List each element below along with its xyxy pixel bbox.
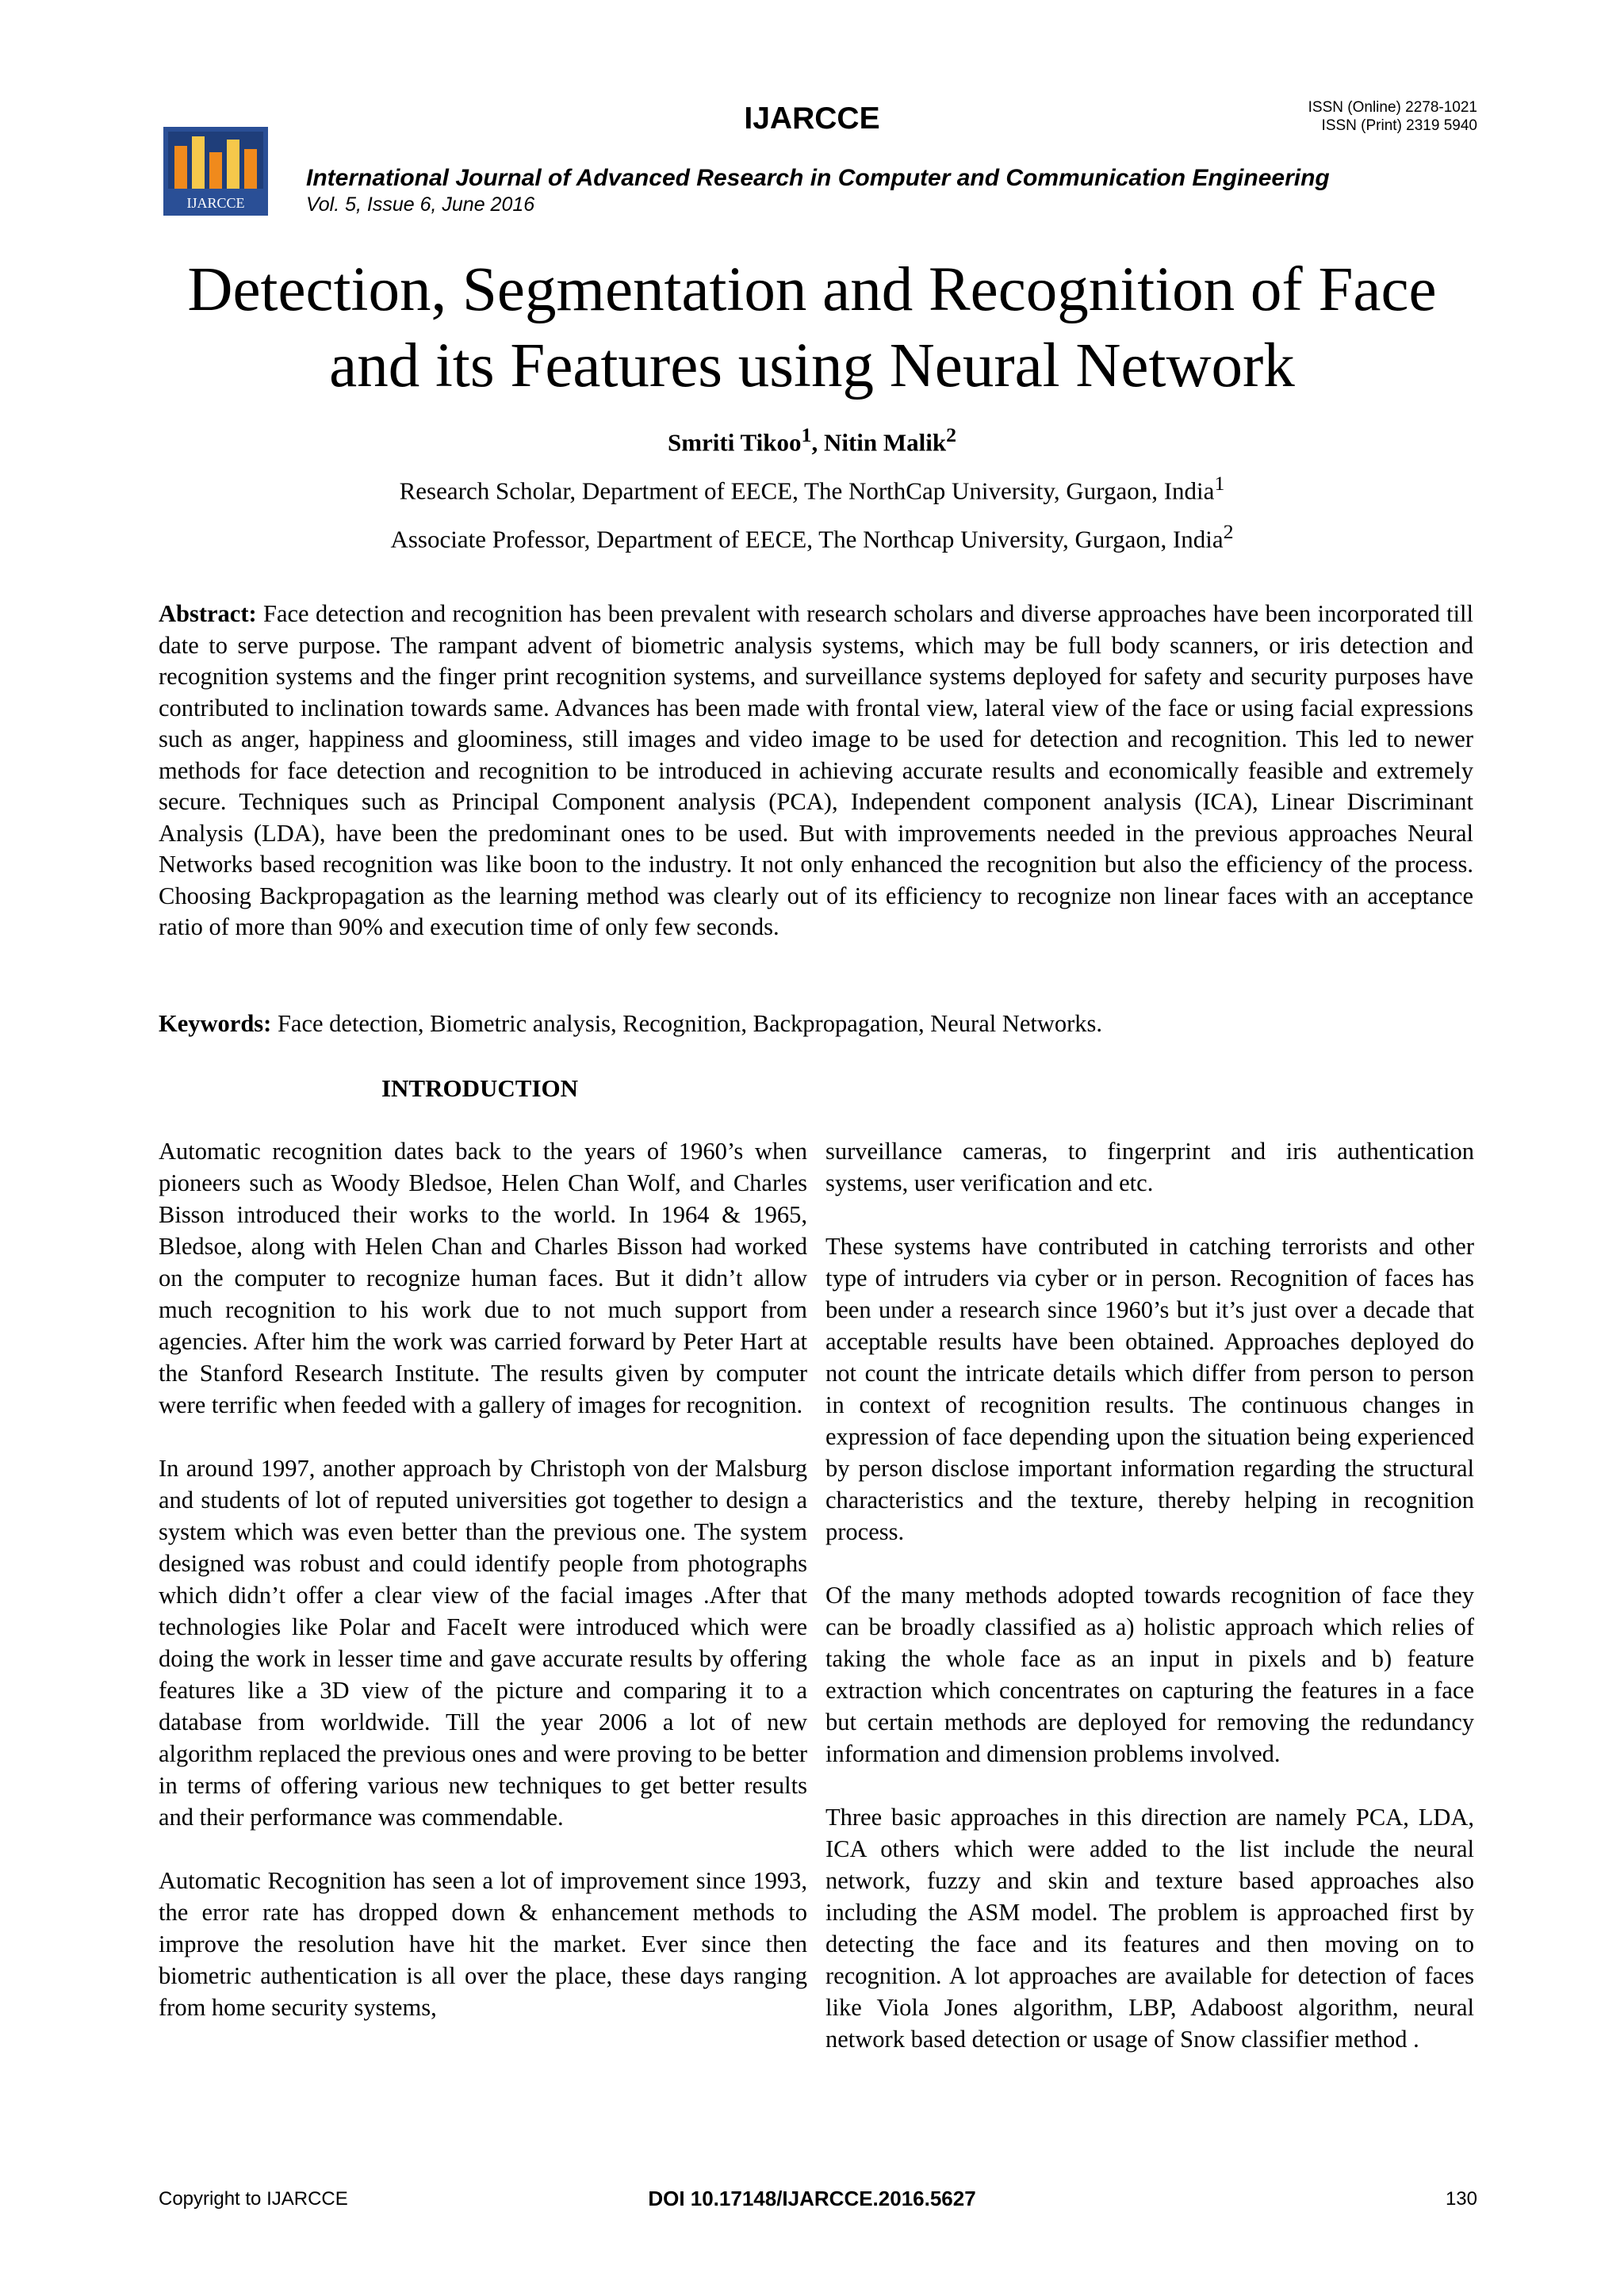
paragraph: Automatic Recognition has seen a lot of improvement since 1993, the error rate has dropped down & enhancement methods to improve the resolution have hit the market. Ever since then biometric authentication is all over the place, these days ranging from home security systems, <box>159 1867 807 2021</box>
footer-doi: DOI 10.17148/IJARCCE.2016.5627 <box>648 2187 976 2210</box>
right-column <box>825 1135 1474 2087</box>
footer-page-number: 130 <box>1445 2188 1477 2210</box>
author-1: Smriti Tikoo <box>667 428 802 457</box>
left-column <box>159 1135 807 2055</box>
volume-issue: Vol. 5, Issue 6, June 2016 <box>306 193 535 216</box>
paragraph: surveillance cameras, to fingerprint and iris authentication systems, user verification and etc. <box>825 1138 1474 1196</box>
author-2-sup: 2 <box>946 423 957 446</box>
journal-logo <box>163 127 268 216</box>
keywords-label: Keywords: <box>159 1010 272 1037</box>
paragraph: Automatic recognition dates back to the years of 1960’s when pioneers such as Woody Bledsoe, Helen Chan Wolf, and Charles Bisson introduced their works to the world. In 1964 & 1965, Bledsoe, along with Helen Chan and Charles Bisson had worked on the computer to recognize human faces. But it didn’t allow much recognition to his work due to not much support from agencies. After him the work was carried forward by Peter Hart at the Stanford Research Institute. The results given by computer were terrific when feeded with a gallery of images for recognition. <box>159 1138 807 1418</box>
author-list <box>0 423 1624 457</box>
abstract-text: Face detection and recognition has been prevalent with research scholars and diverse approaches have been incorporated till date to serve purpose. The rampant advent of biometric analysis systems, which may be full body scanners, or iris detection and recognition systems and the finger print recognition systems, and surveillance systems deployed for safety and security purposes have contributed to inclination towards same. Advances has been made with frontal view, lateral view of the face or using facial expressions such as anger, happiness and gloominess, still images and video image to be used for detection and recognition. This led to newer methods for face detection and recognition to be introduced in achieving accurate results and economically feasible and extremely secure. Techniques such as Principal Component analysis (PCA), Independent component analysis (ICA), Linear Discriminant Analysis (LDA), have been the predominant ones to be used. But with improvements needed in the previous approaches Neural Networks based recognition was like boon to the industry. It not only enhanced the recognition but also the efficiency of the process. Choosing Backpropagation as the learning method was clearly out of its efficiency to recognize non linear faces with an acceptance ratio of more than 90% and execution time of only few seconds. <box>159 600 1473 940</box>
paper-title-line-2: and its Features using Neural Network <box>329 331 1295 400</box>
journal-full-name: International Journal of Advanced Research in Computer and Communication Engineering <box>306 165 1330 191</box>
paragraph: These systems have contributed in catching terrorists and other type of intruders via cyber or in person. Recognition of faces has been under a research since 1960’s but it’s just over a decade that acceptable results have been obtained. Approaches deployed do not count the intricate details which differ from person to person in context of recognition results. The continuous changes in expression of face depending upon the situation being experienced by person disclose important information regarding the structural characteristics and the texture, thereby helping in recognition process. <box>825 1233 1474 1545</box>
paragraph: Three basic approaches in this direction are namely PCA, LDA, ICA others which were added to the list include the neural network, fuzzy and skin and texture based approaches also including the ASM model. The problem is approached first by detecting the face and its features and then moving on to recognition. A lot approaches are available for detection of faces like Viola Jones algorithm, LBP, Adaboost algorithm, neural network based detection or usage of Snow classifier method . <box>825 1804 1474 2053</box>
section-heading-introduction: INTRODUCTION <box>381 1074 579 1102</box>
paragraph: Of the many methods adopted towards recognition of face they can be broadly classified as a) holistic approach which relies of taking the whole face as an input in pixels and b) feature extraction which concentrates on capturing the features in a face but certain methods are deployed for removing the redundancy information and dimension problems involved. <box>825 1582 1474 1767</box>
affiliation-1-text: Research Scholar, Department of EECE, The NorthCap University, Gurgaon, India <box>399 476 1215 505</box>
keywords-text: Face detection, Biometric analysis, Recognition, Backpropagation, Neural Networks. <box>271 1010 1103 1037</box>
journal-abbrev: IJARCCE <box>744 101 880 136</box>
affiliation-2-sup: 2 <box>1223 520 1234 543</box>
keywords <box>159 1008 1473 1040</box>
affiliation-1-sup: 1 <box>1214 472 1225 495</box>
footer-copyright: Copyright to IJARCCE <box>159 2188 348 2210</box>
journal-logo-graphic <box>163 127 268 216</box>
issn-print: ISSN (Print) 2319 5940 <box>1321 117 1477 134</box>
affiliation-2 <box>0 520 1624 553</box>
affiliation-2-text: Associate Professor, Department of EECE, The Northcap University, Gurgaon, India <box>390 525 1224 553</box>
paper-title <box>119 252 1505 404</box>
issn-block <box>1308 98 1477 135</box>
affiliation-1 <box>0 472 1624 505</box>
abstract-label: Abstract: <box>159 600 257 627</box>
paragraph: In around 1997, another approach by Christoph von der Malsburg and students of lot of reputed universities got together to design a system which was even better than the previous one. The system designed was robust and could identify people from photographs which didn’t offer a clear view of the facial images .After that technologies like Polar and FaceIt were introduced which were doing the work in lesser time and gave accurate results by offering features like a 3D view of the picture and comparing it to a database from worldwide. Till the year 2006 a lot of new algorithm replaced the previous ones and were proving to be better in terms of offering various new techniques to get better results and their performance was commendable. <box>159 1455 807 1831</box>
author-2: Nitin Malik <box>823 428 947 457</box>
abstract <box>159 599 1473 943</box>
author-1-sup: 1 <box>801 423 812 446</box>
paper-title-line-1: Detection, Segmentation and Recognition of Face <box>187 255 1437 324</box>
author-separator: , <box>811 428 824 457</box>
issn-online: ISSN (Online) 2278-1021 <box>1308 99 1477 116</box>
journal-logo-text: IJARCCE <box>186 195 245 211</box>
